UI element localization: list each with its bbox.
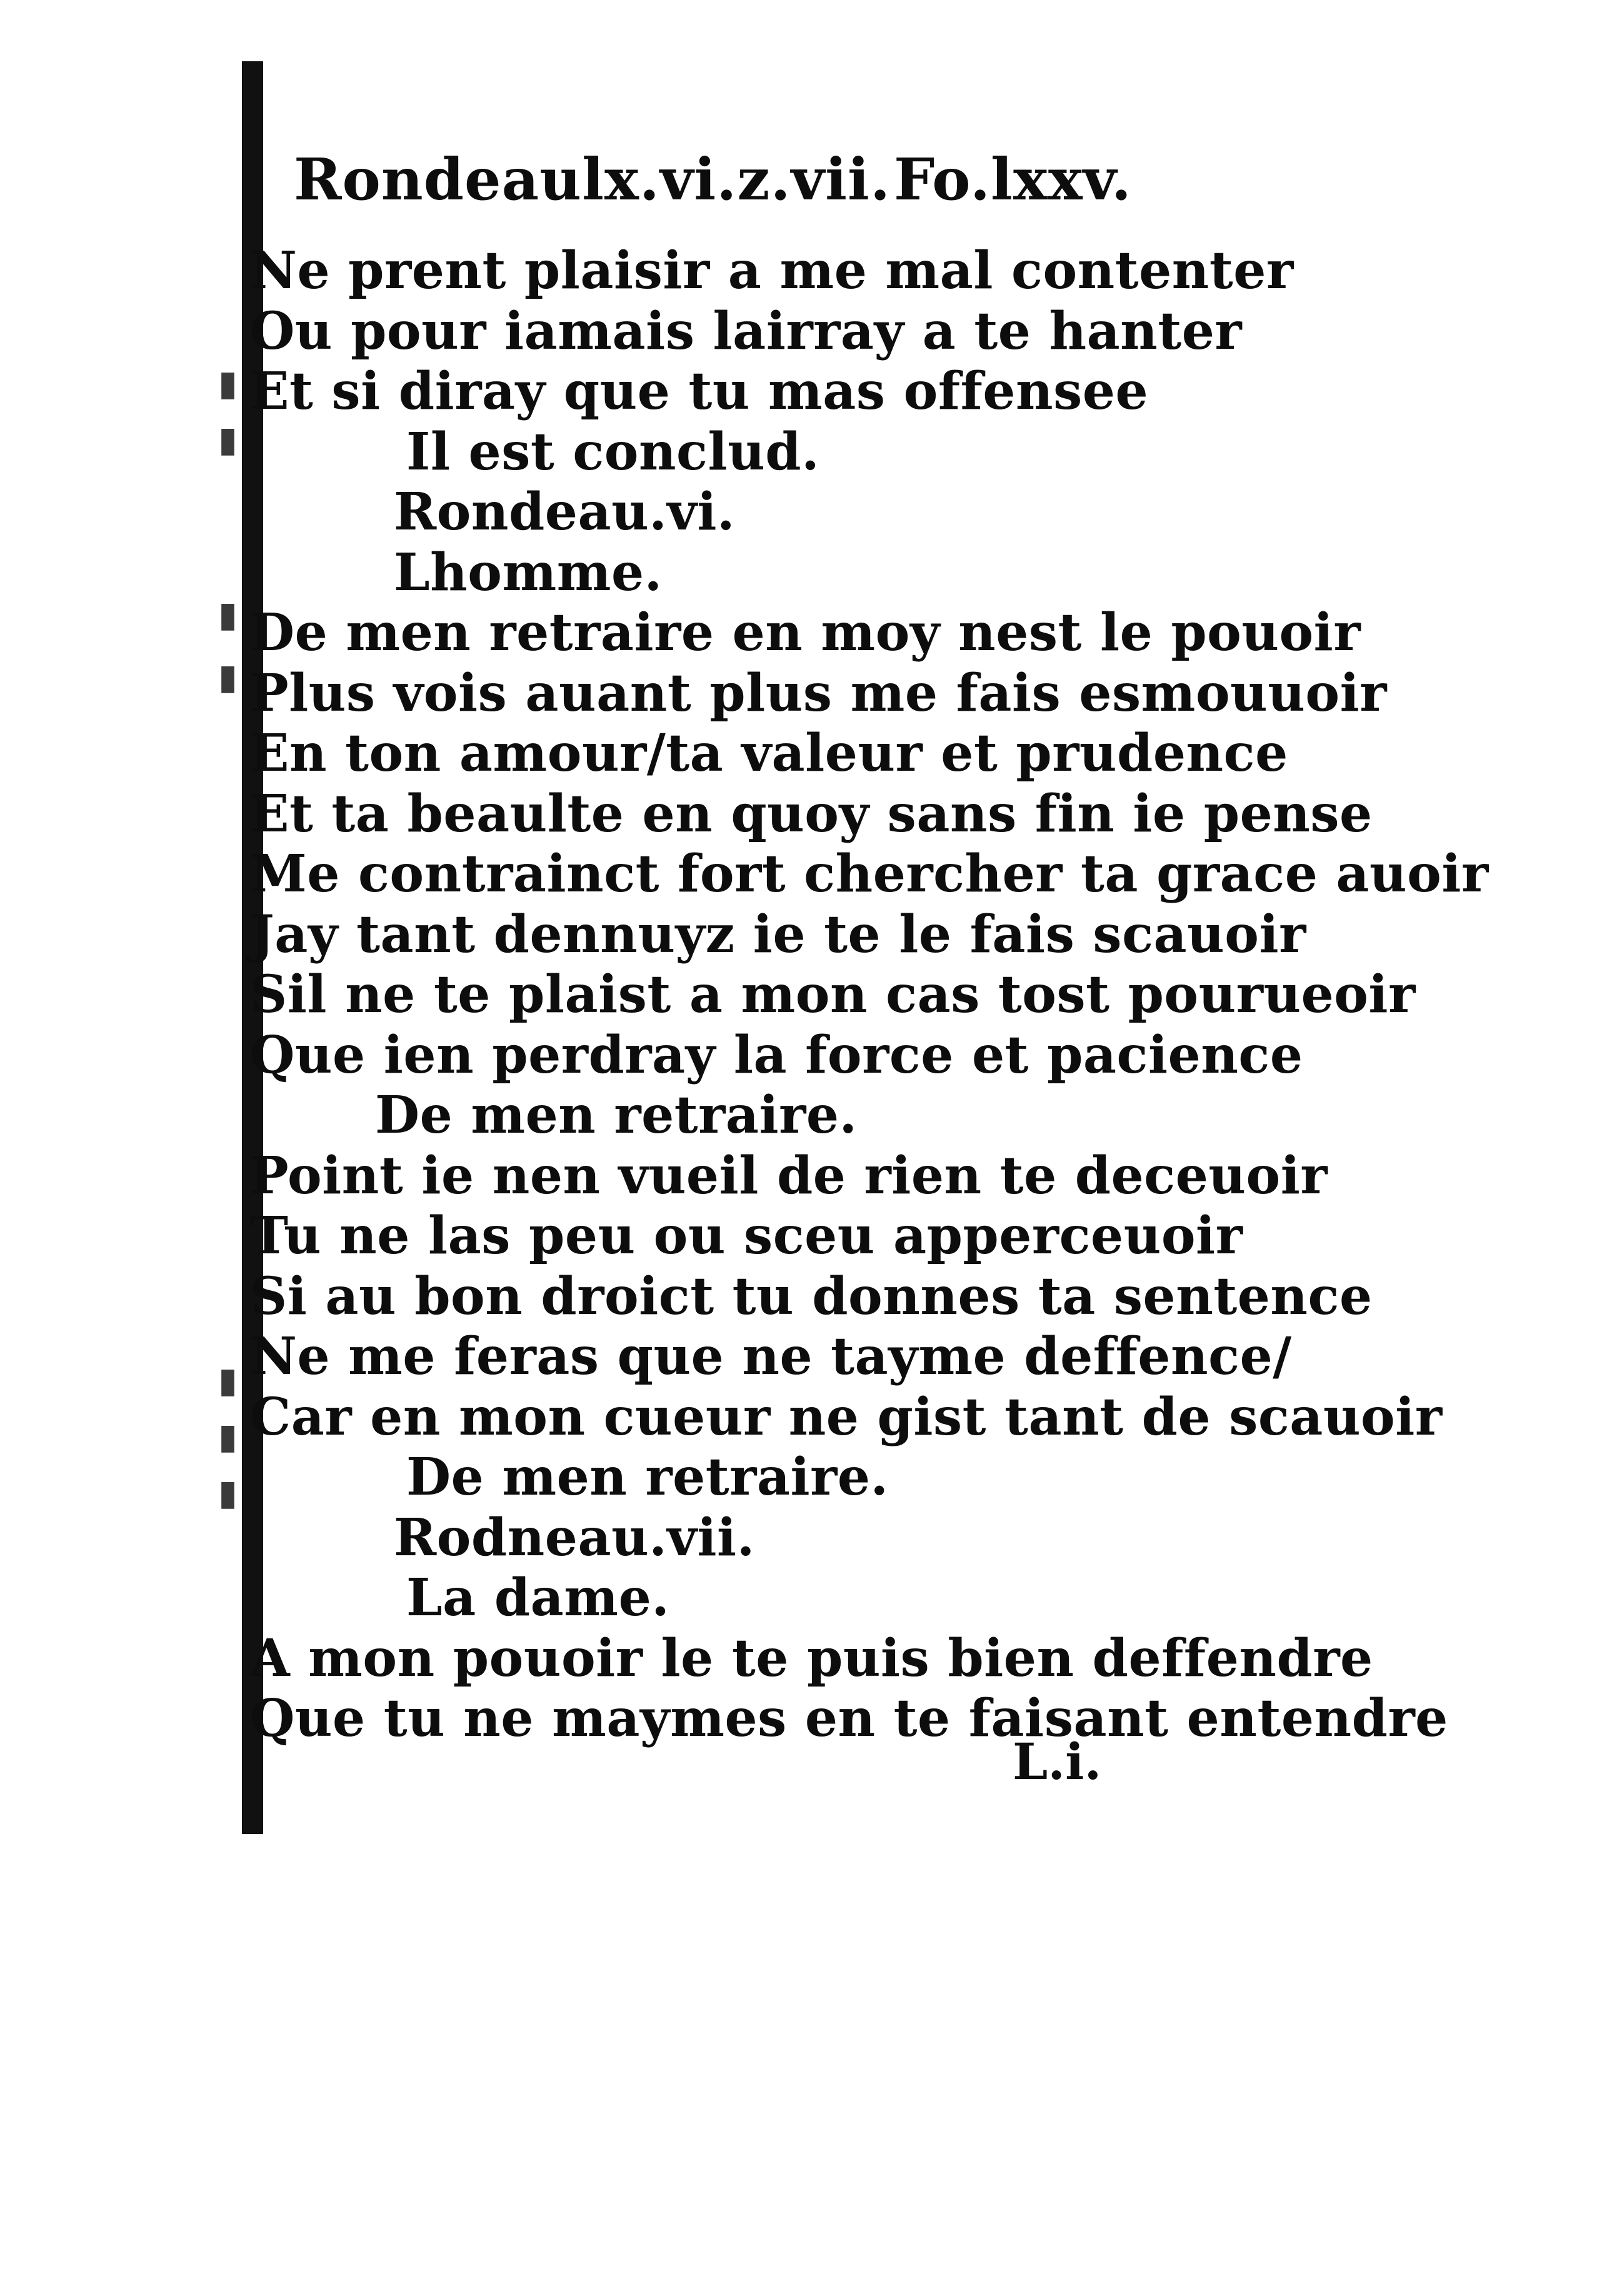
- ink-bleed-fragment: ▮: [218, 656, 238, 698]
- poem-line: Sil ne te plaist a mon cas tost pourueoir: [250, 965, 1416, 1025]
- running-title: Rondeaulx.vi.z.vii.: [294, 146, 891, 213]
- poem-line: En ton amour/ta valeur et prudence: [250, 723, 1288, 783]
- ink-bleed-fragment: ▮: [218, 419, 238, 460]
- poem-line: Et si diray que tu mas offensee: [250, 361, 1149, 421]
- section-heading: Rodneau.vii.: [394, 1507, 755, 1568]
- section-heading: Rondeau.vi.: [394, 482, 736, 542]
- signature-mark: L.i.: [1013, 1732, 1102, 1791]
- refrain-line: Il est conclud.: [406, 421, 820, 482]
- poem-line: Que ien perdray la force et pacience: [250, 1025, 1303, 1085]
- ink-bleed-fragment: ▮: [218, 363, 238, 404]
- poem-line: Si au bon droict tu donnes ta sentence: [250, 1266, 1373, 1326]
- poem-line: Tu ne las peu ou sceu apperceuoir: [250, 1206, 1243, 1266]
- ink-bleed-fragment: ▮: [218, 594, 238, 635]
- poem-line: Ne prent plaisir a me mal contenter: [250, 241, 1294, 301]
- poem-line: A mon pouoir le te puis bien deffendre: [250, 1628, 1373, 1688]
- ink-bleed-fragment: ▮: [218, 1360, 238, 1401]
- speaker-heading: La dame.: [406, 1568, 670, 1628]
- poem-line: Ou pour iamais lairray a te hanter: [250, 301, 1243, 361]
- poem-line: Et ta beaulte en quoy sans fin ie pense: [250, 783, 1373, 844]
- poem-text-block: [250, 241, 1489, 1749]
- poem-line: Plus vois auant plus me fais esmouuoir: [250, 663, 1387, 723]
- ink-bleed-fragment: ▮: [218, 1472, 238, 1513]
- poem-line: Car en mon cueur ne gist tant de scauoir: [250, 1386, 1443, 1447]
- poem-line: Jay tant dennuyz ie te le fais scauoir: [250, 904, 1306, 965]
- speaker-heading: Lhomme.: [394, 542, 663, 603]
- poem-line: De men retraire en moy nest le pouoir: [250, 603, 1361, 663]
- poem-line: Ne me feras que ne taymе deffence/: [250, 1326, 1292, 1386]
- ink-bleed-fragment: ▮: [218, 1416, 238, 1457]
- poem-line: Que tu ne maymes en te faisant entendre: [250, 1688, 1448, 1748]
- poem-line: Me contrainct fort chercher ta grace auoir: [250, 844, 1489, 904]
- refrain-line: De men retraire.: [375, 1085, 858, 1145]
- refrain-line: De men retraire.: [406, 1447, 889, 1507]
- poem-line: Point ie nen vueil de rien te deceuoir: [250, 1145, 1328, 1206]
- folio-number: Fo.lxxv.: [894, 146, 1132, 213]
